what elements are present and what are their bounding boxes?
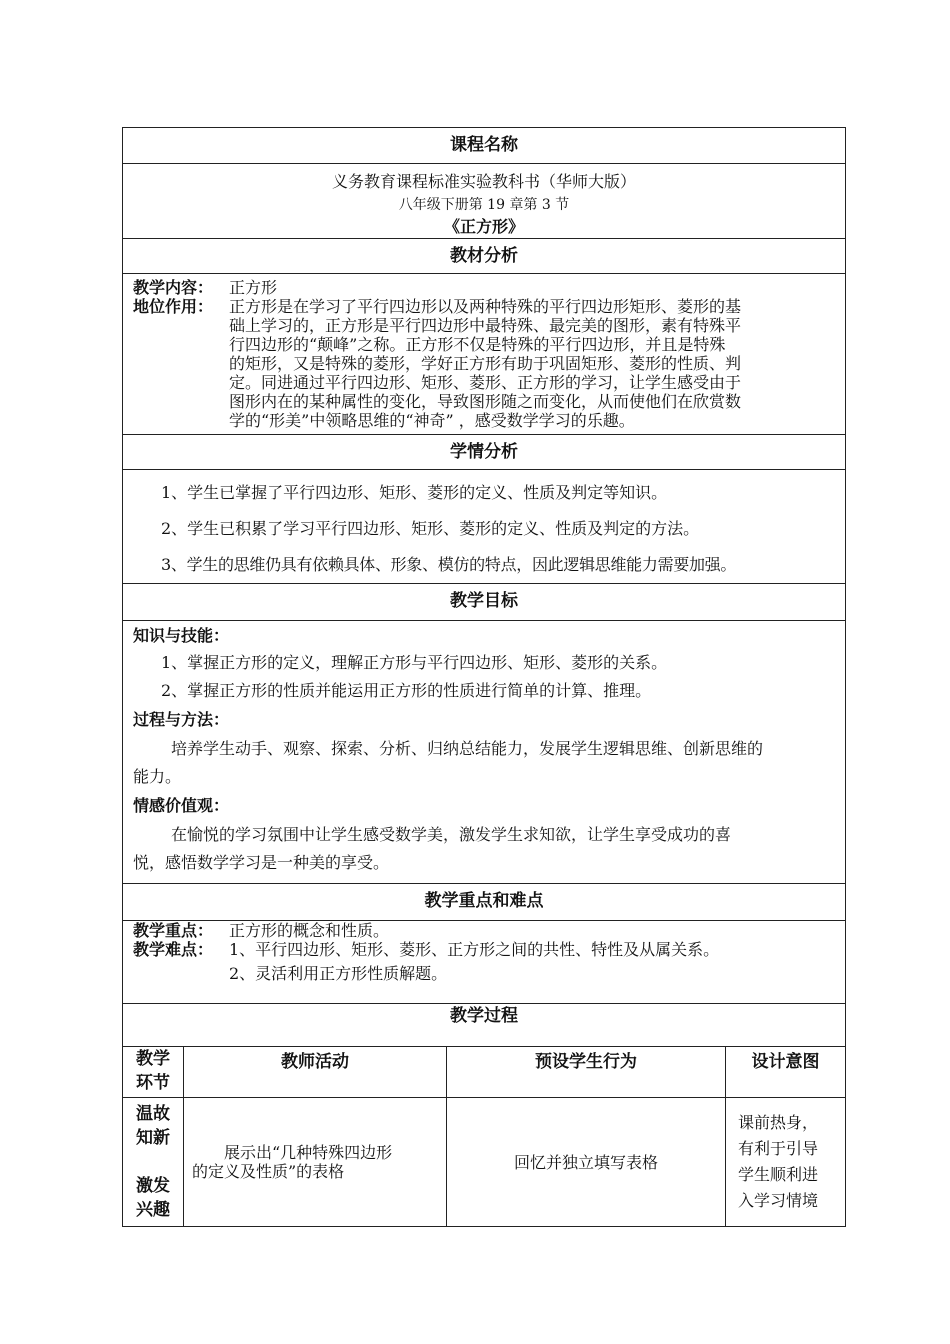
key-row	[133, 921, 839, 940]
process-row	[123, 1098, 846, 1227]
student-item: 2、学生已积累了学习平行四边形、矩形、菱形的定义、性质及判定的方法。	[161, 519, 700, 538]
role-line: 的矩形，又是特殊的菱形，学好正方形有助于巩固矩形、菱形的性质、判	[229, 354, 742, 373]
material-title: 教材分析	[123, 239, 846, 274]
material-role-row	[133, 297, 839, 430]
stage-line: 知新	[136, 1128, 170, 1148]
lesson-plan-page	[122, 127, 845, 1227]
role-line: 正方形是在学习了平行四边形以及两种特殊的平行四边形矩形、菱形的基	[229, 297, 742, 316]
material-body	[123, 274, 846, 435]
intent-line: 入学习情境	[738, 1191, 819, 1210]
knowledge-label: 知识与技能：	[133, 626, 230, 645]
teacher-line: 展示出“几种特殊四边形	[224, 1143, 393, 1162]
key-label: 教学重点：	[133, 921, 214, 940]
student-item: 3、学生的思维仍具有依赖具体、形象、模仿的特点，因此逻辑思维能力需要加强。	[161, 555, 737, 574]
process-label: 过程与方法：	[133, 710, 230, 729]
knowledge-item: 2、掌握正方形的性质并能运用正方形的性质进行简单的计算、推理。	[161, 681, 652, 700]
header-intent: 设计意图	[726, 1047, 846, 1098]
emotion-label: 情感价值观：	[133, 796, 230, 815]
intent-line: 学生顺利进	[738, 1165, 819, 1184]
material-role-label: 地位作用：	[133, 297, 214, 316]
stage-line: 激发	[136, 1176, 170, 1196]
material-content-label: 教学内容：	[133, 278, 214, 297]
stage-line: 温故	[136, 1104, 170, 1124]
students-title: 学情分析	[123, 435, 846, 470]
course-lesson: 《正方形》	[443, 217, 524, 236]
objectives-title: 教学目标	[123, 584, 846, 621]
header-teacher: 教师活动	[184, 1047, 447, 1098]
material-content-row	[133, 278, 839, 297]
role-line: 础上学习的，正方形是平行四边形中最特殊、最完美的图形，素有特殊平	[229, 316, 742, 335]
material-content-value: 正方形	[229, 278, 278, 297]
role-line: 行四边形的“颠峰”之称。正方形不仅是特殊的平行四边形，并且是特殊	[229, 335, 726, 354]
role-line: 学的“形美”中领略思维的“神奇” ，感受数学学习的乐趣。	[229, 411, 635, 430]
process-line: 培养学生动手、观察、探索、分析、归纳总结能力，发展学生逻辑思维、创新思维的	[171, 739, 764, 758]
emotion-line: 在愉悦的学习氛围中让学生感受数学美，激发学生求知欲，让学生享受成功的喜	[171, 825, 732, 844]
header-stage-line: 环节	[136, 1073, 170, 1093]
role-line: 图形内在的某种属性的变化，导致图形随之而变化，从而使他们在欣赏数	[229, 392, 742, 411]
keypoints-title: 教学重点和难点	[123, 884, 846, 921]
lesson-plan-table	[122, 127, 846, 1227]
process-header-row	[123, 1047, 846, 1098]
header-student: 预设学生行为	[447, 1047, 726, 1098]
role-line: 定。同进通过平行四边形、矩形、菱形、正方形的学习，让学生感受由于	[229, 373, 742, 392]
student-item: 1、学生已掌握了平行四边形、矩形、菱形的定义、性质及判定等知识。	[161, 483, 668, 502]
course-book: 义务教育课程标准实验教科书（华师大版）	[331, 172, 636, 191]
row-stage	[123, 1098, 184, 1227]
diff-label: 教学难点：	[133, 940, 214, 959]
diff-row	[133, 940, 839, 959]
intent-line: 有利于引导	[738, 1139, 819, 1158]
row-teacher	[184, 1098, 447, 1227]
course-title: 课程名称	[123, 128, 846, 164]
header-stage	[123, 1047, 184, 1098]
diff-item: 2、灵活利用正方形性质解题。	[229, 964, 448, 983]
emotion-line: 悦，感悟数学学习是一种美的享受。	[133, 853, 390, 872]
course-chapter: 八年级下册第 19 章第 3 节	[398, 197, 570, 213]
keypoints-body	[123, 921, 846, 1004]
stage-line: 兴趣	[136, 1200, 170, 1220]
material-role-text	[229, 297, 741, 430]
row-student: 回忆并独立填写表格	[447, 1098, 726, 1227]
teacher-line: 的定义及性质”的表格	[192, 1162, 345, 1181]
diff-item: 1、平行四边形、矩形、菱形、正方形之间的共性、特性及从属关系。	[229, 940, 720, 959]
knowledge-item: 1、掌握正方形的定义，理解正方形与平行四边形、矩形、菱形的关系。	[161, 653, 668, 672]
students-body	[123, 470, 846, 584]
key-value: 正方形的概念和性质。	[229, 921, 390, 940]
course-info	[123, 164, 846, 239]
process-line: 能力。	[133, 767, 182, 786]
intent-line: 课前热身，	[738, 1113, 819, 1132]
process-title: 教学过程	[123, 1004, 846, 1047]
objectives-body	[123, 621, 846, 884]
row-intent	[726, 1098, 846, 1227]
stage-spacer	[123, 1150, 183, 1174]
header-stage-line: 教学	[136, 1049, 170, 1069]
